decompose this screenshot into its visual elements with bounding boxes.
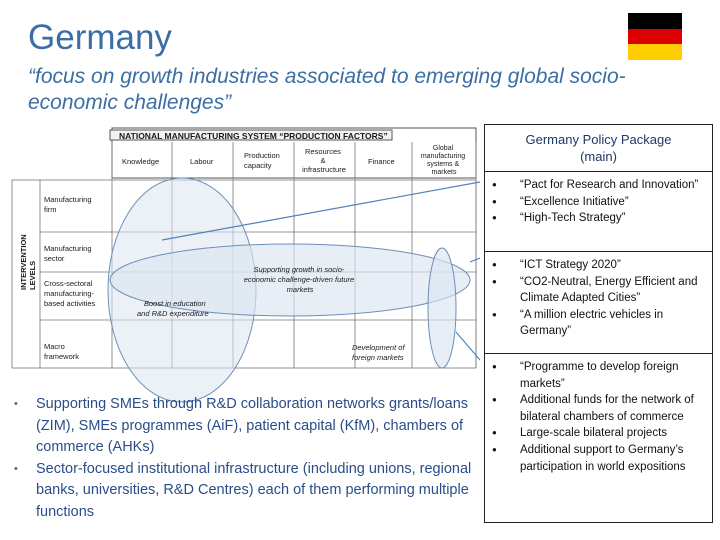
ellipse-growth-label: Supporting growth in socio- economic challenge-driven future markets [243, 265, 355, 294]
policy-item: ● “Excellence Initiative” [489, 194, 708, 211]
sme-support-bullets [10, 394, 480, 524]
diagram-banner: NATIONAL MANUFACTURING SYSTEM “PRODUCTION FACTORS” [119, 131, 388, 141]
bullet-dot-icon: ● [492, 213, 497, 223]
policy-item: ● “ICT Strategy 2020” [489, 257, 708, 274]
flag-stripe-red [628, 29, 682, 45]
bullet-dot-icon: ● [492, 362, 497, 371]
page-subtitle: “focus on growth industries associated to emerging global socio-economic challenges” [28, 65, 626, 114]
policy-package-panel [484, 124, 713, 523]
policy-item: ● “CO2-Neutral, Energy Efficient and Climate Adapted Cities” [489, 274, 708, 307]
page-title: Germany [28, 18, 172, 57]
bullet-item: • Supporting SMEs through R&D collaboration networks grants/loans (ZIM), SMEs programmes (AiF), patient capital (KfM), chambers of commerce (AHKs) [10, 394, 480, 459]
policy-item: ● “High-Tech Strategy” [489, 210, 708, 227]
col-knowledge: Knowledge [122, 157, 160, 166]
ellipse-foreign-label: Development of foreign markets [352, 343, 405, 362]
policy-item: ● Additional support to Germany’s participation in world expositions [489, 442, 708, 475]
ellipse-education-label: Boost in education and R&D expenditure [137, 299, 209, 318]
col-finance: Finance [368, 157, 395, 166]
bullet-dot-icon: ● [492, 260, 497, 269]
col-production-capacity: Production capacity [244, 151, 280, 170]
row-cross-sectoral: Cross-sectoral manufacturing-based activities [44, 279, 96, 308]
policy-item: ● “Programme to develop foreign markets” [489, 359, 708, 392]
policy-item: ● “Pact for Research and Innovation” [489, 177, 708, 194]
bullet-dot-icon: ● [492, 196, 497, 206]
col-resources: Resources & infrastructure [302, 147, 346, 174]
flag-stripe-black [628, 13, 682, 29]
bullet-item: • Sector-focused institutional infrastructure (including unions, regional banks, universities, R&D Centres) each of them performing multiple functions [10, 459, 480, 524]
policy-item: ● “A million electric vehicles in Germany” [489, 307, 708, 340]
bullet-dot-icon: ● [492, 309, 497, 319]
policy-group-ict [485, 252, 712, 354]
bullet-dot-icon: • [14, 462, 18, 475]
bullet-dot-icon: ● [492, 180, 497, 189]
policy-item: ● Additional funds for the network of bilateral chambers of commerce [489, 392, 708, 425]
policy-item: ● Large-scale bilateral projects [489, 425, 708, 442]
col-global: Global manufacturing systems & markets [420, 145, 466, 176]
row-sector: Manufacturing sector [44, 244, 92, 263]
german-flag [628, 13, 682, 60]
bullet-dot-icon: ● [492, 444, 497, 454]
row-macro: Macro framework [44, 342, 80, 361]
policy-group-foreign-markets [485, 354, 712, 479]
policy-package-title: Germany Policy Package (main) [485, 125, 712, 172]
col-labour: Labour [190, 157, 214, 166]
flag-stripe-gold [628, 44, 682, 60]
bullet-dot-icon: ● [492, 276, 497, 286]
bullet-dot-icon: ● [492, 395, 497, 405]
policy-group-research [485, 172, 712, 252]
row-firm: Manufacturing firm [44, 195, 92, 214]
bullet-dot-icon: ● [492, 428, 497, 438]
bullet-dot-icon: • [14, 398, 18, 410]
axis-label: INTERVENTION LEVELS [19, 234, 37, 290]
